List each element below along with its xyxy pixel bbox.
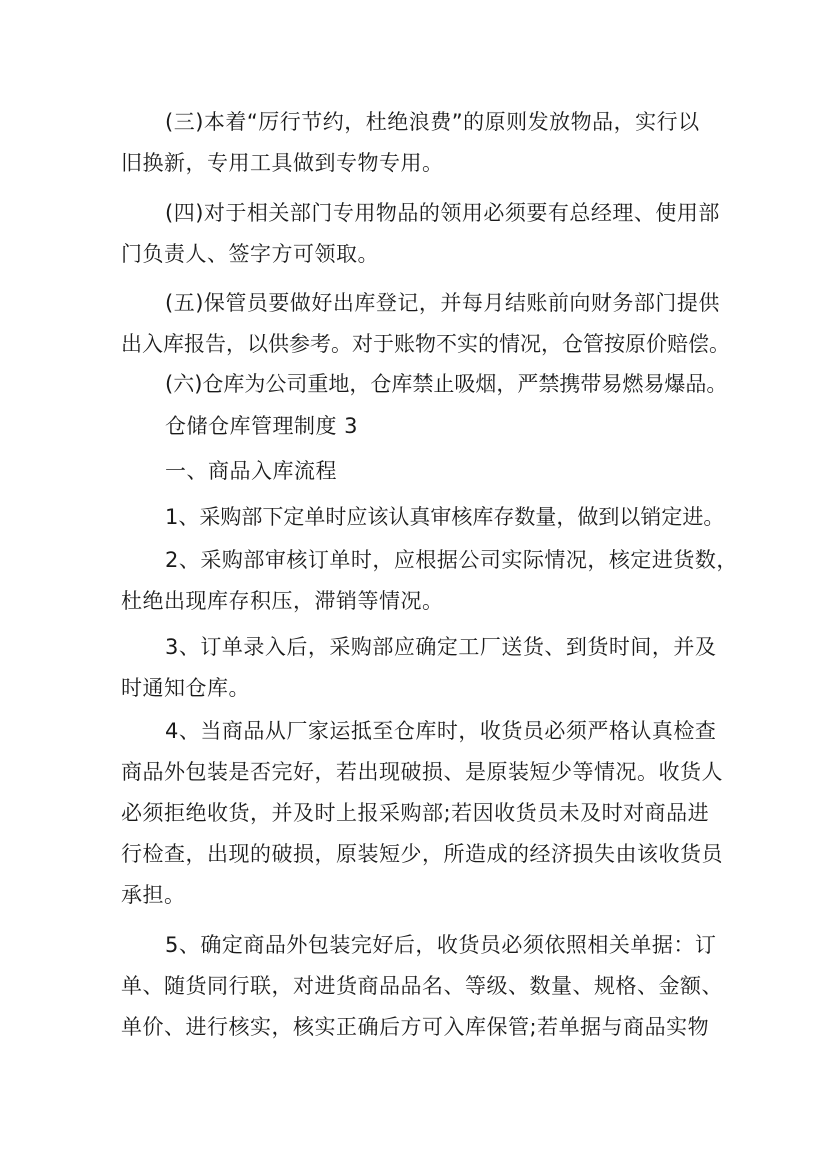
- text-line: 单、随货同行联，对进货商品品名、等级、数量、规格、金额、: [121, 974, 723, 998]
- paragraph-5: [121, 283, 730, 365]
- subsection-heading: [121, 451, 711, 492]
- paragraph-4: [121, 193, 720, 275]
- text-line: 单价、进行核实，核实正确后方可入库保管;若单据与商品实物: [121, 1015, 710, 1039]
- text-line: (五)保管员要做好出库登记，并每月结账前向财务部门提供: [165, 291, 720, 315]
- item-2: [121, 540, 738, 622]
- text-line: 一、商品入库流程: [165, 459, 337, 483]
- text-line: 门负责人、签字方可领取。: [121, 242, 379, 266]
- text-line: 5、确定商品外包装完好后，收货员必须依照相关单据：订: [165, 933, 717, 957]
- text-line: 1、采购部下定单时应该认真审核库存数量，做到以销定进。: [165, 505, 725, 529]
- item-4: [121, 711, 723, 916]
- paragraph-6: [121, 364, 728, 405]
- text-line: 旧换新，专用工具做到专物专用。: [121, 151, 444, 175]
- text-line: (六)仓库为公司重地，仓库禁止吸烟，严禁携带易燃易爆品。: [165, 372, 728, 396]
- item-5: [121, 925, 723, 1048]
- text-line: (四)对于相关部门专用物品的领用必须要有总经理、使用部: [165, 201, 720, 225]
- text-line: 承担。: [121, 883, 186, 907]
- text-line: 仓储仓库管理制度 3: [165, 414, 359, 438]
- item-1: [121, 497, 725, 538]
- text-line: 4、当商品从厂家运抵至仓库时，收货员必须严格认真检查: [165, 719, 717, 743]
- text-line: 商品外包装是否完好，若出现破损、是原装短少等情况。收货人: [121, 760, 723, 784]
- section-title: [121, 406, 711, 447]
- text-line: 出入库报告，以供参考。对于账物不实的情况，仓管按原价赔偿。: [121, 332, 730, 356]
- text-line: 行检查，出现的破损，原装短少，所造成的经济损失由该收货员: [121, 842, 723, 866]
- text-line: 时通知仓库。: [121, 676, 250, 700]
- text-line: 必须拒绝收货，并及时上报采购部;若因收货员未及时对商品进: [121, 801, 710, 825]
- text-line: 3、订单录入后，采购部应确定工厂送货、到货时间，并及: [165, 635, 717, 659]
- item-3: [121, 627, 717, 709]
- text-line: (三)本着“厉行节约，杜绝浪费”的原则发放物品，实行以: [165, 110, 700, 134]
- text-line: 2、采购部审核订单时，应根据公司实际情况，核定进货数，: [165, 548, 738, 572]
- paragraph-3: [121, 102, 711, 184]
- text-line: 杜绝出现库存积压，滞销等情况。: [121, 589, 444, 613]
